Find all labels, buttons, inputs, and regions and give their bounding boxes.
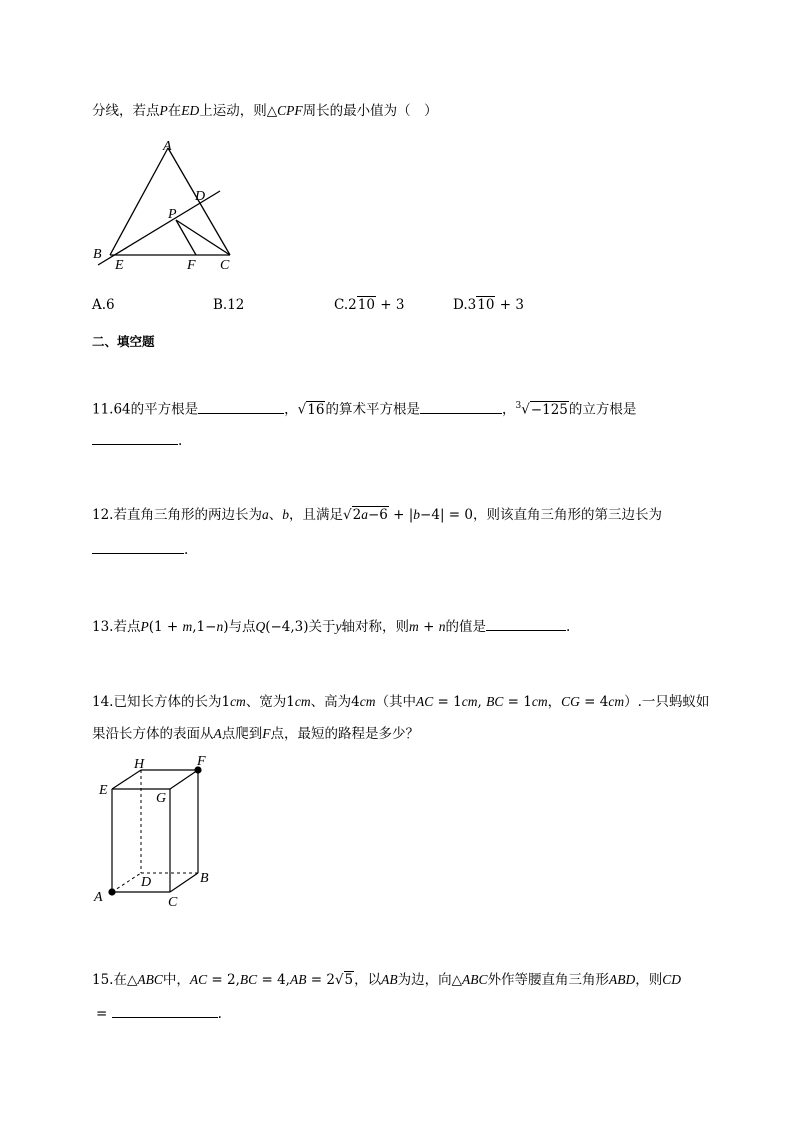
q11-line1: 11.64的平方根是 ，√16的算术平方根是 ，$^3$√−125的立方根是 xyxy=(92,397,636,419)
q10-label-B: B xyxy=(93,247,102,262)
q14-label-G: G xyxy=(156,791,167,806)
q14-point-a xyxy=(108,888,115,895)
q10-label-D: D xyxy=(195,189,206,204)
q11-blank-2[interactable] xyxy=(420,399,502,414)
q12-blank[interactable] xyxy=(92,539,184,554)
q14-label-A: A xyxy=(94,890,103,905)
q10-label-A: A xyxy=(163,139,172,154)
q14-label-F: F xyxy=(197,754,206,769)
q14-cuboid-figure xyxy=(88,752,228,912)
q13-blank[interactable] xyxy=(486,616,566,631)
q11-blank-1[interactable] xyxy=(198,399,284,414)
q11-blank-3[interactable] xyxy=(92,430,178,445)
q10-label-P: P xyxy=(168,207,177,222)
section-heading: 二、填空题 xyxy=(92,334,155,349)
q10-stem: 分线，若点P在ED上运动，则△CPF周长的最小值为（ ） xyxy=(92,103,438,119)
q10-option-a[interactable]: A.6 xyxy=(92,297,115,313)
q14-line2: 果沿长方体的表面从A点爬到F点，最短的路程是多少？ xyxy=(92,726,419,742)
q10-triangle-figure xyxy=(88,138,248,273)
q14-line1: 14.已知长方体的长为1cm、宽为1cm、高为4cm（其中AC = 1cm, BC = 1cm，CG = 4cm）.一只蚂蚁如 xyxy=(92,694,710,710)
q15-line1: 15.在△ABC中，AC = 2,BC = 4,AB = 2√5，以AB为边，向△ABC外作等腰直角三角形ABD，则CD xyxy=(92,972,682,988)
q14-label-D: D xyxy=(141,875,152,890)
q10-option-c[interactable]: C.210 + 3 xyxy=(334,297,405,313)
q10-label-C: C xyxy=(220,258,230,273)
q12-line1: 12.若直角三角形的两边长为a、b，且满足√2a−6 + |b−4| = 0，则该直角三角形的第三边长为 xyxy=(92,507,662,523)
q15-blank[interactable] xyxy=(112,1003,218,1018)
q10-option-d[interactable]: D.310 + 3 xyxy=(453,297,524,313)
q10-label-F: F xyxy=(187,258,196,273)
q14-label-E: E xyxy=(99,783,108,798)
q13-line: 13.若点P(1 + m,1−n)与点Q(−4,3)关于y轴对称，则m + n的值是 . xyxy=(92,616,570,636)
q10-label-E: E xyxy=(115,258,124,273)
q12-line2: . xyxy=(92,539,188,559)
q15-line2: = . xyxy=(96,1003,222,1023)
q14-label-B: B xyxy=(200,871,209,886)
q10-option-b[interactable]: B.12 xyxy=(213,297,245,313)
q14-label-C: C xyxy=(168,895,178,910)
q11-line2: . xyxy=(92,430,182,450)
q14-label-H: H xyxy=(134,757,145,772)
